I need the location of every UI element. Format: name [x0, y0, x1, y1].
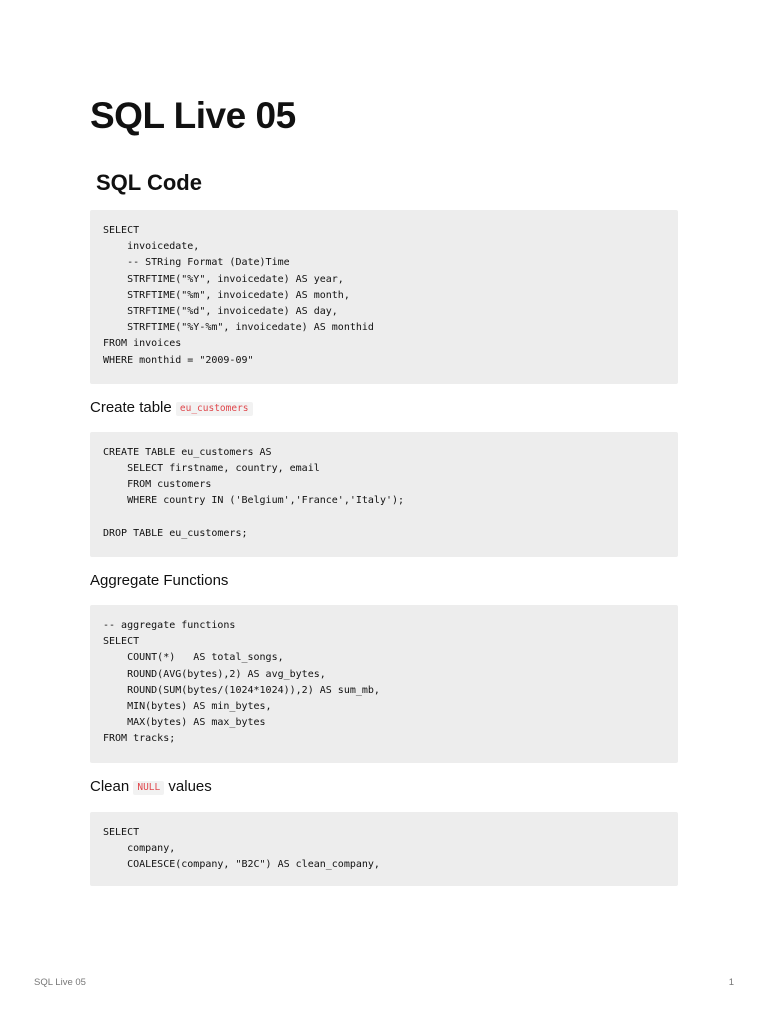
section-heading: SQL Code	[96, 170, 202, 195]
code-block-strftime: SELECT invoicedate, -- STRing Format (Date)Time STRFTIME("%Y", invoicedate) AS year, STRFTIME("%m", invoicedate) AS month, STRFTIME("%d", invoicedate) AS day, STRFTIME("%Y-%m", invoicedate) AS monthid FROM invoices WHERE monthid = "2009-09"	[90, 210, 678, 384]
label-text: Clean	[90, 777, 134, 795]
label-clean-null	[90, 777, 678, 797]
code-block-create-table: CREATE TABLE eu_customers AS SELECT firstname, country, email FROM customers WHERE country IN ('Belgium','France','Italy'); DROP TABLE eu_customers;	[90, 432, 678, 557]
inline-code-null: NULL	[133, 781, 164, 795]
code-block-aggregate: -- aggregate functions SELECT COUNT(*) AS total_songs, ROUND(AVG(bytes),2) AS avg_bytes, ROUND(SUM(bytes/(1024*1024)),2) AS sum_mb, MIN(bytes) AS min_bytes, MAX(bytes) AS max_bytes FROM tracks;	[90, 605, 678, 763]
page-title: SQL Live 05	[90, 95, 296, 136]
footer-page-number: 1	[728, 977, 734, 988]
label-create-table	[90, 398, 678, 418]
inline-code-eu-customers: eu_customers	[176, 402, 253, 416]
label-text: Create table	[90, 398, 176, 416]
footer-title: SQL Live 05	[34, 977, 86, 988]
label-text-after: values	[164, 777, 212, 795]
label-text: Aggregate Functions	[90, 572, 229, 590]
code-block-coalesce: SELECT company, COALESCE(company, "B2C") AS clean_company,	[90, 812, 678, 887]
label-aggregate-functions	[90, 571, 678, 591]
document-content	[90, 96, 678, 886]
